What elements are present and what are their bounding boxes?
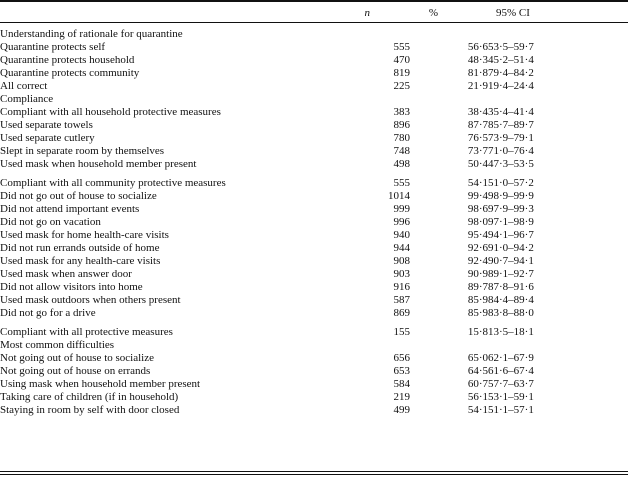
row-n: 1014 xyxy=(388,189,410,202)
section-heading xyxy=(0,92,628,105)
row-ci: 85·7–89·7 xyxy=(488,118,534,131)
row-ci: 91·0–94·2 xyxy=(488,241,534,254)
row-n: 869 xyxy=(393,306,410,319)
row-label: Compliant with all community protective measures xyxy=(0,176,226,189)
table-row xyxy=(0,403,628,416)
row-n: 498 xyxy=(393,157,410,170)
row-percent: 54·1 xyxy=(467,403,488,416)
table-row xyxy=(0,254,628,267)
row-ci: 51·0–57·2 xyxy=(488,176,534,189)
row-percent: 73·7 xyxy=(467,144,488,157)
row-percent: 92·6 xyxy=(467,241,488,254)
row-ci: 84·4–89·4 xyxy=(488,293,534,306)
row-percent: 50·4 xyxy=(467,157,488,170)
row-n: 653 xyxy=(393,364,410,377)
table-row xyxy=(0,189,628,202)
row-n: 908 xyxy=(393,254,410,267)
row-percent: 90·9 xyxy=(467,267,488,280)
row-ci: 79·4–84·2 xyxy=(488,66,534,79)
row-percent: 95·4 xyxy=(467,228,488,241)
row-label: Did not go for a drive xyxy=(0,306,96,319)
row-percent: 48·3 xyxy=(467,53,488,66)
row-n: 587 xyxy=(393,293,410,306)
row-n: 155 xyxy=(393,325,410,338)
row-label: Used separate cutlery xyxy=(0,131,95,144)
row-n: 225 xyxy=(393,79,410,92)
row-ci: 71·0–76·4 xyxy=(488,144,534,157)
table-row xyxy=(0,40,628,53)
table-row xyxy=(0,144,628,157)
row-percent: 87·7 xyxy=(467,118,488,131)
row-ci: 62·1–67·9 xyxy=(488,351,534,364)
row-n: 584 xyxy=(393,377,410,390)
row-ci: 97·1–98·9 xyxy=(488,215,534,228)
header-label xyxy=(0,4,322,21)
table-row xyxy=(0,228,628,241)
row-n: 383 xyxy=(393,105,410,118)
row-label: Taking care of children (if in household) xyxy=(0,390,179,403)
table-row xyxy=(0,66,628,79)
row-percent: 60·7 xyxy=(467,377,488,390)
row-label: Used mask when answer door xyxy=(0,267,132,280)
table-row xyxy=(0,351,628,364)
row-ci: 94·1–96·7 xyxy=(488,228,534,241)
row-label: All correct xyxy=(0,79,48,92)
row-percent: 99·4 xyxy=(467,189,488,202)
row-percent: 85·9 xyxy=(467,293,488,306)
row-label: Did not go out of house to socialize xyxy=(0,189,157,202)
row-percent: 98·6 xyxy=(467,202,488,215)
table-row xyxy=(0,267,628,280)
row-label: Quarantine protects community xyxy=(0,66,140,79)
table-row xyxy=(0,306,628,319)
table-row xyxy=(0,157,628,170)
row-n: 499 xyxy=(393,403,410,416)
row-percent: 21·9 xyxy=(467,79,488,92)
row-percent: 64·5 xyxy=(467,364,488,377)
table-row xyxy=(0,364,628,377)
row-n: 903 xyxy=(393,267,410,280)
row-label: Did not run errands outside of home xyxy=(0,241,160,254)
table-row xyxy=(0,390,628,403)
row-ci: 97·9–99·3 xyxy=(488,202,534,215)
row-percent: 38·4 xyxy=(467,105,488,118)
row-percent: 76·5 xyxy=(467,131,488,144)
row-n: 219 xyxy=(393,390,410,403)
table-row xyxy=(0,131,628,144)
section-title-compliance: Compliance xyxy=(0,92,54,105)
row-n: 780 xyxy=(393,131,410,144)
row-ci: 57·7–63·7 xyxy=(488,377,534,390)
row-percent: 92·4 xyxy=(467,254,488,267)
row-ci: 47·3–53·5 xyxy=(488,157,534,170)
row-n: 944 xyxy=(393,241,410,254)
row-ci: 53·1–59·1 xyxy=(488,390,534,403)
row-ci: 87·8–91·6 xyxy=(488,280,534,293)
row-label: Used mask for home health-care visits xyxy=(0,228,169,241)
row-ci: 90·7–94·1 xyxy=(488,254,534,267)
row-label: Used mask outdoors when others present xyxy=(0,293,181,306)
row-label: Used separate towels xyxy=(0,118,93,131)
row-ci: 13·5–18·1 xyxy=(488,325,534,338)
section-heading xyxy=(0,338,628,351)
row-percent: 56·6 xyxy=(467,40,488,53)
row-label: Not going out of house on errands xyxy=(0,364,151,377)
row-label: Quarantine protects self xyxy=(0,40,106,53)
table-row xyxy=(0,215,628,228)
table-top-rule xyxy=(0,0,628,2)
row-n: 470 xyxy=(393,53,410,66)
table-row xyxy=(0,118,628,131)
row-percent: 98·0 xyxy=(467,215,488,228)
row-percent: 54·1 xyxy=(467,176,488,189)
row-ci: 51·1–57·1 xyxy=(488,403,534,416)
row-percent: 15·8 xyxy=(467,325,488,338)
section-title-understanding: Understanding of rationale for quarantine xyxy=(0,27,183,40)
results-table xyxy=(0,4,628,416)
row-ci: 83·8–88·0 xyxy=(488,306,534,319)
table-row xyxy=(0,53,628,66)
row-n: 656 xyxy=(393,351,410,364)
table-row xyxy=(0,280,628,293)
row-n: 555 xyxy=(393,40,410,53)
row-n: 940 xyxy=(393,228,410,241)
row-label: Used mask when household member present xyxy=(0,157,197,170)
row-label: Compliant with all protective measures xyxy=(0,325,173,338)
row-n: 819 xyxy=(393,66,410,79)
row-label: Staying in room by self with door closed xyxy=(0,403,180,416)
header-n: n xyxy=(364,6,370,19)
row-n: 896 xyxy=(393,118,410,131)
row-label: Did not allow visitors into home xyxy=(0,280,143,293)
row-ci: 35·4–41·4 xyxy=(488,105,534,118)
row-ci: 73·9–79·1 xyxy=(488,131,534,144)
row-label: Not going out of house to socialize xyxy=(0,351,154,364)
row-n: 996 xyxy=(393,215,410,228)
section-title-difficulties: Most common difficulties xyxy=(0,338,115,351)
row-ci: 19·4–24·4 xyxy=(488,79,534,92)
section-heading xyxy=(0,27,628,40)
table-row-subtotal xyxy=(0,176,628,189)
row-ci: 98·9–99·9 xyxy=(488,189,534,202)
row-label: Using mask when household member present xyxy=(0,377,201,390)
row-n: 555 xyxy=(393,176,410,189)
header-ci: 95% CI xyxy=(496,6,530,19)
row-ci: 89·1–92·7 xyxy=(488,267,534,280)
row-ci: 53·5–59·7 xyxy=(488,40,534,53)
row-n: 748 xyxy=(393,144,410,157)
row-percent: 65·0 xyxy=(467,351,488,364)
table-row xyxy=(0,202,628,215)
table-row xyxy=(0,241,628,254)
table-row xyxy=(0,293,628,306)
row-n: 916 xyxy=(393,280,410,293)
row-ci: 45·2–51·4 xyxy=(488,53,534,66)
table-header-row xyxy=(0,4,628,21)
row-percent: 56·1 xyxy=(467,390,488,403)
table-row xyxy=(0,377,628,390)
table-row-subtotal xyxy=(0,325,628,338)
row-label: Slept in separate room by themselves xyxy=(0,144,165,157)
table-bottom-rule xyxy=(0,471,628,472)
row-label: Quarantine protects household xyxy=(0,53,135,66)
table-bottom-rule-2 xyxy=(0,474,628,475)
row-label: Used mask for any health-care visits xyxy=(0,254,161,267)
row-n: 999 xyxy=(393,202,410,215)
table-row xyxy=(0,79,628,92)
row-percent: 85·9 xyxy=(467,306,488,319)
row-ci: 61·6–67·4 xyxy=(488,364,534,377)
row-percent: 81·8 xyxy=(467,66,488,79)
row-label: Compliant with all household protective measures xyxy=(0,105,221,118)
header-percent: % xyxy=(428,6,438,19)
row-label: Did not attend important events xyxy=(0,202,140,215)
table-row-subtotal xyxy=(0,105,628,118)
row-label: Did not go on vacation xyxy=(0,215,101,228)
row-percent: 89·7 xyxy=(467,280,488,293)
